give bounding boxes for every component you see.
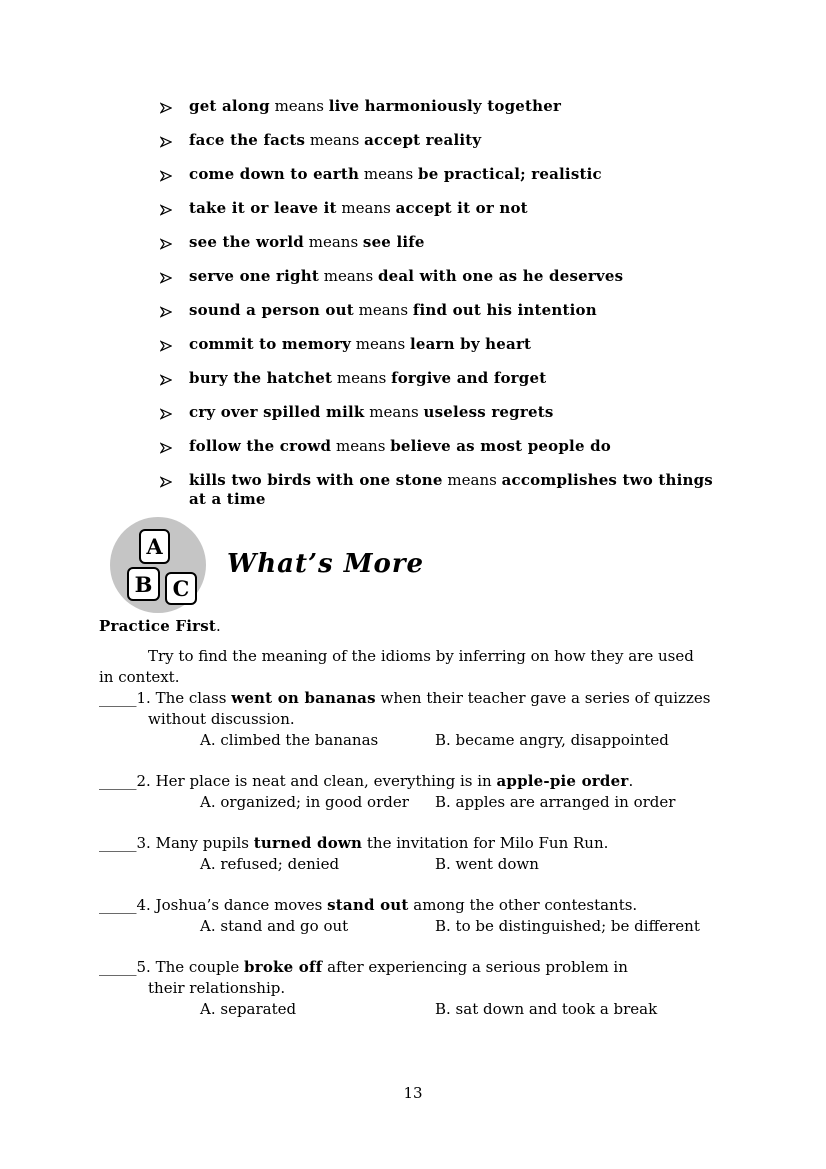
question-text: .: [628, 772, 634, 790]
idiom-text: face the facts: [189, 131, 306, 149]
arrow-bullet-icon: [160, 267, 189, 289]
option-b: B. sat down and took a break: [435, 1000, 658, 1018]
idiom-item: [160, 335, 722, 357]
question-line: [99, 688, 719, 709]
question-2: [99, 771, 719, 813]
arrow-bullet-icon: [160, 97, 189, 119]
question-text: Many pupils: [150, 834, 254, 852]
arrow-bullet-icon: [160, 233, 189, 255]
abc-block-b: B: [127, 567, 160, 601]
connector-text: means: [303, 233, 363, 251]
idiom-in-question: broke off: [244, 958, 323, 976]
meaning-text: be practical; realistic: [418, 165, 602, 183]
idiom-text: take it or leave it: [189, 199, 337, 217]
meaning-text: accomplishes two things at a time: [189, 471, 713, 508]
question-line: [99, 833, 719, 854]
question-number: 4.: [136, 896, 151, 914]
answer-blank: _____: [99, 689, 137, 707]
meaning-text: accept reality: [364, 131, 482, 149]
practice-heading: [99, 616, 719, 637]
meaning-text: deal with one as he deserves: [377, 267, 624, 285]
meaning-text: find out his intention: [412, 301, 597, 319]
idiom-item: [160, 369, 722, 391]
idiom-in-question: went on bananas: [231, 689, 376, 707]
idiom-text: come down to earth: [189, 165, 360, 183]
question-line: [99, 957, 719, 978]
option-b: B. apples are arranged in order: [435, 793, 676, 811]
idiom-definitions-list: [160, 97, 722, 521]
option-a: A. refused; denied: [200, 855, 340, 873]
idiom-in-question: turned down: [253, 834, 363, 852]
question-text: the invitation for Milo Fun Run.: [362, 834, 609, 852]
idiom-item: [160, 97, 722, 119]
arrow-bullet-icon: [160, 131, 189, 153]
question-number: 3.: [136, 834, 151, 852]
options-row: [99, 792, 719, 813]
arrow-bullet-icon: [160, 165, 189, 187]
section-title: What’s More: [227, 549, 425, 579]
idiom-item: [160, 301, 722, 323]
arrow-bullet-icon: [160, 199, 189, 221]
question-number: 5.: [136, 958, 151, 976]
idiom-in-question: apple-pie order: [496, 772, 629, 790]
question-text: The couple: [150, 958, 245, 976]
question-text: when their teacher gave a series of quizzes: [375, 689, 711, 707]
idiom-item: [160, 165, 722, 187]
meaning-text: live harmoniously together: [328, 97, 562, 115]
question-number: 1.: [136, 689, 151, 707]
option-a: A. separated: [200, 1000, 297, 1018]
idiom-text: serve one right: [189, 267, 319, 285]
idiom-text: cry over spilled milk: [189, 403, 365, 421]
idiom-item: [160, 199, 722, 221]
question-text: among the other contestants.: [408, 896, 638, 914]
connector-text: means: [332, 369, 392, 387]
idiom-item: [160, 233, 722, 255]
arrow-bullet-icon: [160, 335, 189, 357]
question-text: The class: [150, 689, 232, 707]
connector-text: means: [269, 97, 329, 115]
connector-text: means: [336, 199, 396, 217]
idiom-text: get along: [189, 97, 270, 115]
options-row: [99, 916, 719, 937]
idiom-text: commit to memory: [189, 335, 351, 353]
idiom-item: [160, 471, 722, 509]
question-line: [99, 771, 719, 792]
connector-text: means: [351, 335, 410, 353]
practice-intro-line2: in context.: [99, 668, 180, 686]
idiom-item: [160, 437, 722, 459]
meaning-text: believe as most people do: [390, 437, 611, 455]
page-number: 13: [403, 1084, 423, 1102]
meaning-text: accept it or not: [395, 199, 528, 217]
idiom-in-question: stand out: [327, 896, 409, 914]
answer-blank: _____: [99, 772, 137, 790]
arrow-bullet-icon: [160, 369, 189, 391]
connector-text: means: [305, 131, 365, 149]
answer-blank: _____: [99, 834, 137, 852]
idiom-text: see the world: [189, 233, 304, 251]
question-text: Joshua’s dance moves: [150, 896, 328, 914]
abc-block-a: A: [139, 529, 170, 564]
idiom-text: sound a person out: [189, 301, 354, 319]
question-1: [99, 688, 719, 751]
question-line: [99, 895, 719, 916]
question-3: [99, 833, 719, 875]
question-4: [99, 895, 719, 937]
practice-section: [99, 616, 719, 1020]
options-row: [99, 999, 719, 1020]
question-text: after experiencing a serious problem in: [322, 958, 628, 976]
option-b: B. became angry, disappointed: [435, 731, 669, 749]
meaning-text: learn by heart: [409, 335, 532, 353]
connector-text: means: [318, 267, 378, 285]
option-a: A. stand and go out: [200, 917, 349, 935]
option-a: A. organized; in good order: [200, 793, 409, 811]
option-b: B. went down: [435, 855, 539, 873]
options-row: [99, 854, 719, 875]
question-number: 2.: [136, 772, 151, 790]
question-continuation: without discussion.: [148, 710, 295, 728]
practice-heading-period: .: [216, 617, 221, 635]
connector-text: means: [364, 403, 424, 421]
meaning-text: see life: [362, 233, 425, 251]
arrow-bullet-icon: [160, 403, 189, 425]
meaning-text: useless regrets: [423, 403, 554, 421]
abc-blocks-icon: [110, 517, 206, 613]
idiom-item: [160, 131, 722, 153]
arrow-bullet-icon: [160, 301, 189, 323]
question-text: Her place is neat and clean, everything is in: [150, 772, 497, 790]
options-row: [99, 730, 719, 751]
question-5: [99, 957, 719, 1020]
practice-intro-line1: Try to find the meaning of the idioms by inferring on how they are used: [148, 647, 694, 665]
connector-text: means: [359, 165, 419, 183]
abc-block-c: C: [165, 572, 197, 605]
idiom-text: kills two birds with one stone: [189, 471, 443, 489]
answer-blank: _____: [99, 896, 137, 914]
connector-text: means: [442, 471, 502, 489]
connector-text: means: [353, 301, 413, 319]
practice-heading-text: Practice First: [99, 617, 216, 635]
idiom-text: bury the hatchet: [189, 369, 333, 387]
answer-blank: _____: [99, 958, 137, 976]
idiom-item: [160, 267, 722, 289]
arrow-bullet-icon: [160, 471, 189, 493]
idiom-text: follow the crowd: [189, 437, 332, 455]
option-b: B. to be distinguished; be different: [435, 917, 700, 935]
meaning-text: forgive and forget: [391, 369, 547, 387]
option-a: A. climbed the bananas: [200, 731, 379, 749]
connector-text: means: [331, 437, 391, 455]
question-continuation: their relationship.: [148, 979, 286, 997]
idiom-item: [160, 403, 722, 425]
arrow-bullet-icon: [160, 437, 189, 459]
